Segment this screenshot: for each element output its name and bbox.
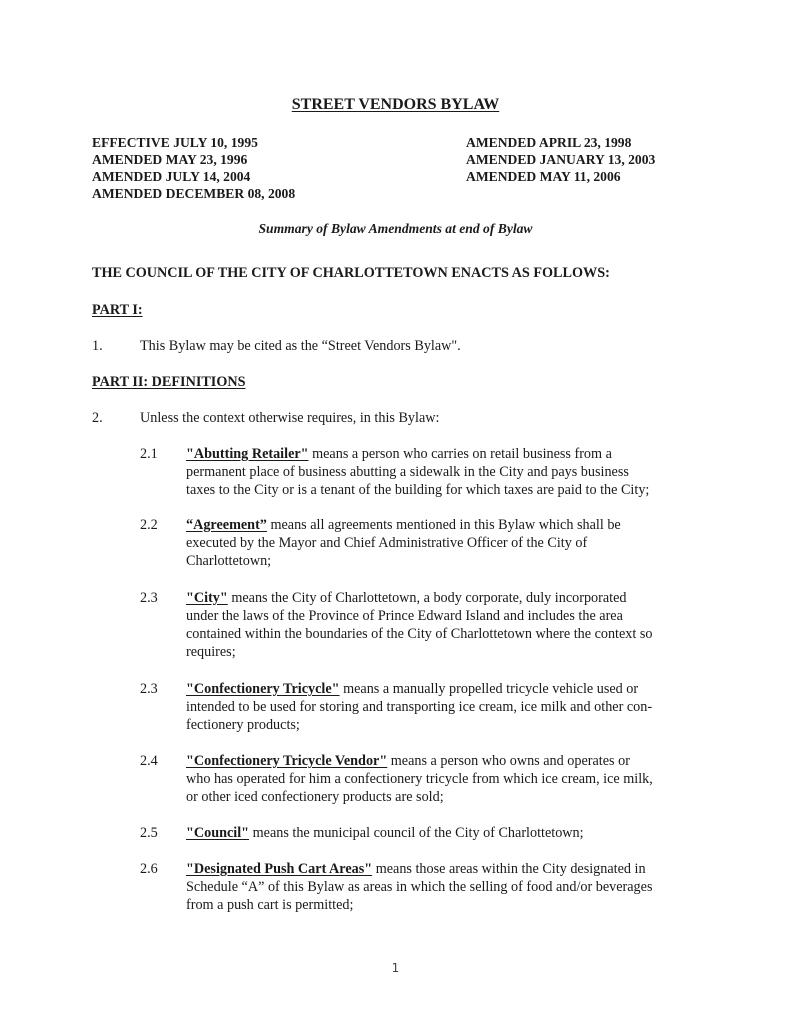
definition-text: taxes to the City or is a tenant of the building for which taxes are paid to the City;	[186, 482, 650, 498]
definition-text: means a manually propelled tricycle vehicle used or	[339, 681, 639, 697]
definition-body	[186, 589, 696, 661]
definition-text: means those areas within the City designated in	[372, 861, 646, 877]
definition-text: means a person who owns and operates or	[387, 753, 630, 769]
part-1-heading: PART I:	[92, 302, 143, 318]
paragraph-number: 1.	[92, 338, 103, 354]
definition-text: means all agreements mentioned in this Bylaw which shall be	[266, 517, 621, 533]
definition-number: 2.3	[140, 590, 158, 606]
definition-term: "Council"	[186, 825, 250, 841]
date-line: AMENDED MAY 11, 2006	[466, 169, 621, 184]
definition-body	[186, 516, 696, 570]
part-2-heading: PART II: DEFINITIONS	[92, 374, 246, 390]
paragraph-1	[92, 337, 461, 355]
page-number: 1	[391, 961, 400, 975]
definition-text: requires;	[186, 644, 236, 660]
definition-term: "City"	[186, 590, 228, 606]
date-line: EFFECTIVE JULY 10, 1995	[92, 135, 258, 150]
definition-body	[186, 445, 696, 499]
definition-body	[186, 752, 696, 806]
definition-text: means a person who carries on retail business from a	[308, 446, 612, 462]
document-title: STREET VENDORS BYLAW	[291, 96, 500, 113]
date-line: AMENDED JULY 14, 2004	[92, 169, 251, 184]
definition-term: "Abutting Retailer"	[186, 446, 309, 462]
definition-text: fectionery products;	[186, 717, 300, 733]
definition-text: executed by the Mayor and Chief Administrative Officer of the City of	[186, 535, 588, 551]
definition-body	[186, 860, 696, 914]
enacting-clause: THE COUNCIL OF THE CITY OF CHARLOTTETOWN ENACTS AS FOLLOWS:	[92, 265, 610, 281]
definition-term: "Designated Push Cart Areas"	[186, 861, 373, 877]
definition-text: or other iced confectionery products are sold;	[186, 789, 444, 805]
definition-term: “Agreement”	[186, 517, 267, 533]
date-line: AMENDED MAY 23, 1996	[92, 152, 248, 167]
summary-note: Summary of Bylaw Amendments at end of Bylaw	[258, 221, 533, 236]
definition-term: "Confectionery Tricycle"	[186, 681, 340, 697]
paragraph-number: 2.	[92, 410, 103, 426]
definition-term: "Confectionery Tricycle Vendor"	[186, 753, 388, 769]
definition-number: 2.3	[140, 681, 158, 697]
definition-text: means the municipal council of the City of Charlottetown;	[249, 825, 584, 841]
definition-text: permanent place of business abutting a sidewalk in the City and pays business	[186, 464, 629, 480]
definition-text: contained within the boundaries of the City of Charlottetown where the context so	[186, 626, 653, 642]
date-line: AMENDED DECEMBER 08, 2008	[92, 186, 296, 201]
definition-text: who has operated for him a confectionery tricycle from which ice cream, ice milk,	[186, 771, 653, 787]
definition-body	[186, 680, 696, 734]
definition-text: under the laws of the Province of Prince Edward Island and includes the area	[186, 608, 623, 624]
definition-text: Charlottetown;	[186, 553, 272, 569]
paragraph-text: This Bylaw may be cited as the “Street Vendors Bylaw".	[140, 338, 461, 354]
definition-number: 2.4	[140, 753, 158, 769]
date-line: AMENDED APRIL 23, 1998	[466, 135, 632, 150]
definition-body	[186, 824, 696, 842]
amendment-dates-left	[92, 134, 295, 202]
definition-number: 2.2	[140, 517, 158, 533]
date-line: AMENDED JANUARY 13, 2003	[466, 152, 656, 167]
definition-number: 2.6	[140, 861, 158, 877]
amendment-dates-right	[466, 134, 655, 185]
definition-text: intended to be used for storing and transporting ice cream, ice milk and other con-	[186, 699, 653, 715]
definition-text: from a push cart is permitted;	[186, 897, 354, 913]
definition-text: Schedule “A” of this Bylaw as areas in which the selling of food and/or beverages	[186, 879, 653, 895]
paragraph-text: Unless the context otherwise requires, in this Bylaw:	[140, 410, 440, 426]
definition-number: 2.5	[140, 825, 158, 841]
paragraph-2	[92, 409, 439, 427]
definition-text: means the City of Charlottetown, a body corporate, duly incorporated	[227, 590, 627, 606]
definition-number: 2.1	[140, 446, 158, 462]
